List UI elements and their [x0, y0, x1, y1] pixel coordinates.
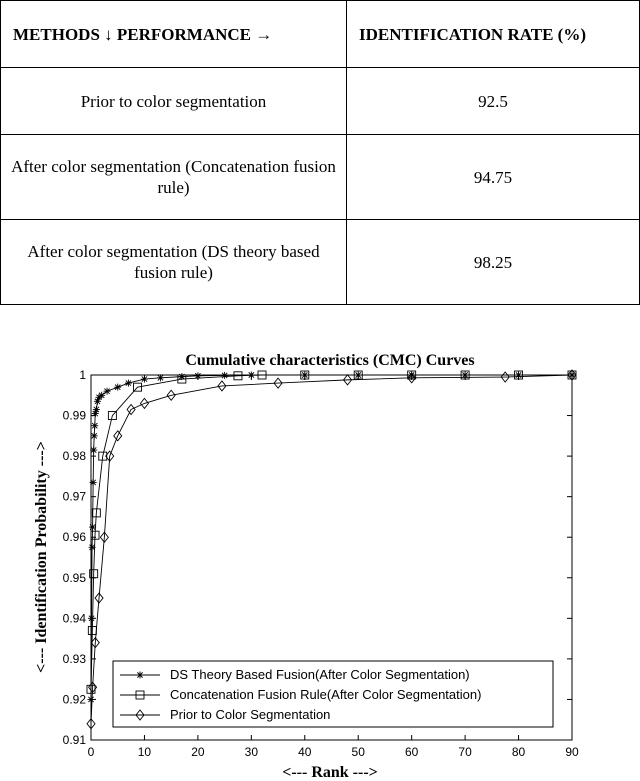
star-marker: [137, 672, 144, 679]
rate-cell: 94.75: [347, 135, 640, 220]
star-marker: [157, 374, 164, 381]
x-tick-label: 20: [191, 745, 205, 759]
star-marker: [90, 447, 97, 454]
star-marker: [88, 615, 95, 622]
star-marker: [89, 524, 96, 531]
star-marker: [301, 372, 308, 379]
x-tick-label: 70: [458, 745, 472, 759]
methods-header: METHODS ↓ PERFORMANCE →: [1, 1, 347, 68]
x-tick-label: 10: [137, 745, 152, 759]
y-tick-label: 0.91: [62, 733, 86, 747]
chart-title: Cumulative characteristics (CMC) Curves: [185, 352, 475, 369]
star-marker: [178, 373, 185, 380]
star-marker: [89, 544, 96, 551]
star-marker: [98, 392, 105, 399]
table-row: [1, 68, 640, 135]
star-marker: [91, 432, 98, 439]
y-tick-label: 1: [79, 368, 86, 382]
method-cell: After color segmentation (DS theory based fusion rule): [1, 220, 347, 305]
y-tick-label: 0.99: [62, 408, 86, 423]
x-tick-label: 60: [404, 745, 419, 759]
table-row: [1, 135, 640, 220]
star-marker: [91, 422, 98, 429]
x-tick-label: 50: [351, 745, 365, 759]
y-tick-label: 0.96: [62, 530, 86, 545]
cmc-chart: [0, 345, 640, 781]
table-row: [1, 220, 640, 305]
x-tick-label: 0: [87, 745, 95, 759]
star-marker: [221, 372, 228, 379]
star-marker: [462, 372, 469, 379]
x-tick-label: 30: [244, 745, 259, 759]
rate-cell: 98.25: [347, 220, 640, 305]
x-tick-label: 80: [511, 745, 526, 759]
star-marker: [114, 384, 121, 391]
y-tick-label: 0.98: [62, 449, 86, 464]
x-tick-label: 40: [298, 745, 312, 759]
table-header-row: [1, 1, 640, 68]
legend-label: DS Theory Based Fusion(After Color Segmentation): [170, 667, 470, 682]
legend: [113, 661, 553, 727]
star-marker: [248, 372, 255, 379]
results-table: [0, 0, 640, 305]
y-tick-label: 0.97: [62, 489, 86, 504]
star-marker: [125, 380, 132, 387]
star-marker: [194, 372, 201, 379]
legend-label: Concatenation Fusion Rule(After Color Segmentation): [170, 687, 482, 702]
rate-header: IDENTIFICATION RATE (%): [347, 1, 640, 68]
star-marker: [104, 388, 111, 395]
x-tick-label: 90: [565, 745, 579, 759]
method-cell: After color segmentation (Concatenation fusion rule): [1, 135, 347, 220]
legend-label: Prior to Color Segmentation: [170, 707, 331, 722]
y-axis-label: <--- Identification Probability --->: [33, 441, 50, 673]
x-axis-label: <--- Rank --->: [282, 764, 378, 781]
star-marker: [93, 406, 100, 413]
y-tick-label: 0.95: [62, 570, 86, 585]
star-marker: [141, 376, 148, 383]
method-cell: Prior to color segmentation: [1, 68, 347, 135]
y-tick-label: 0.92: [62, 692, 86, 707]
y-tick-label: 0.93: [62, 651, 86, 666]
star-marker: [515, 372, 522, 379]
star-marker: [355, 372, 362, 379]
star-marker: [90, 479, 97, 486]
star-marker: [88, 696, 95, 703]
y-tick-label: 0.94: [62, 611, 86, 626]
rate-cell: 92.5: [347, 68, 640, 135]
